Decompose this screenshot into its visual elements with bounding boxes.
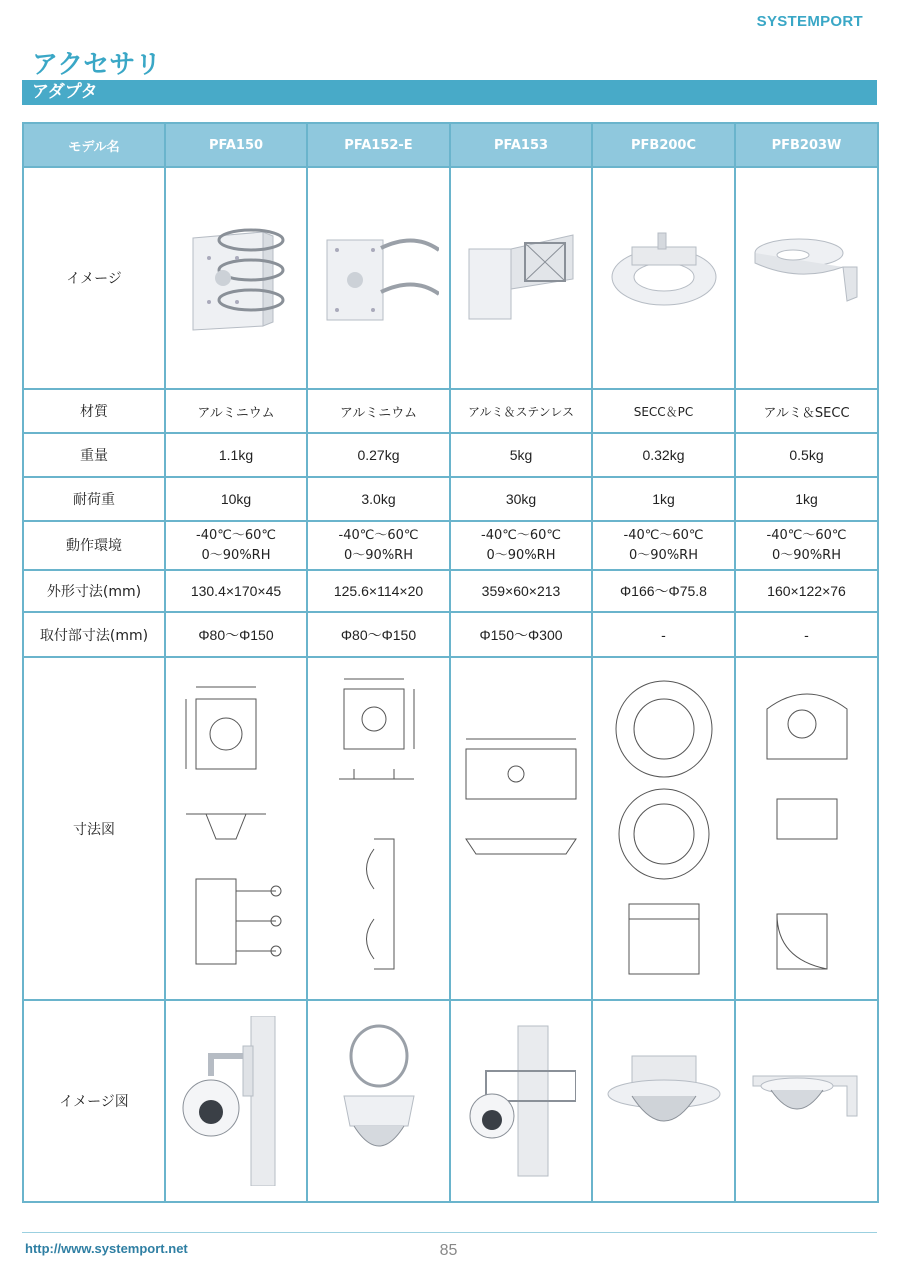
weight-value: 0.5kg — [735, 433, 878, 477]
row-label: 耐荷重 — [23, 477, 165, 521]
model-name: PFB203W — [735, 123, 878, 167]
temp-range: -40℃～60℃ — [481, 527, 561, 543]
weight-value: 0.32kg — [592, 433, 735, 477]
environment-value — [307, 521, 450, 570]
material-value: アルミ＆ステンレス — [450, 389, 592, 433]
mount-value: Φ150～Φ300 — [450, 612, 592, 657]
product-photo — [592, 167, 735, 389]
dimensions-value: 359×60×213 — [450, 570, 592, 612]
dimension-drawing — [450, 657, 592, 1000]
material-row — [23, 389, 878, 433]
temp-range: -40℃～60℃ — [766, 527, 847, 543]
environment-value — [592, 521, 735, 570]
load-value: 30kg — [450, 477, 592, 521]
material-value: アルミ＆SECC — [735, 389, 878, 433]
row-label: 外形寸法(mm) — [23, 570, 165, 612]
section-heading: アダプタ — [22, 80, 877, 105]
product-photo — [735, 167, 878, 389]
header-row — [23, 123, 878, 167]
environment-value — [165, 521, 307, 570]
footer-url-link[interactable]: http://www.systemport.net — [25, 1241, 188, 1256]
weight-value: 1.1kg — [165, 433, 307, 477]
installation-image — [735, 1000, 878, 1202]
model-header: モデル名 — [23, 123, 165, 167]
load-value: 1kg — [592, 477, 735, 521]
mount-value: - — [735, 612, 878, 657]
dimensions-row — [23, 570, 878, 612]
dimension-drawing — [165, 657, 307, 1000]
mount-value: Φ80～Φ150 — [165, 612, 307, 657]
installation-row — [23, 1000, 878, 1202]
environment-value — [450, 521, 592, 570]
humidity-range: 0～90%RH — [772, 547, 841, 563]
row-label: 重量 — [23, 433, 165, 477]
humidity-range: 0～90%RH — [486, 547, 556, 563]
material-value: アルミニウム — [165, 389, 307, 433]
humidity-range: 0～90%RH — [201, 547, 271, 563]
mount-value: - — [592, 612, 735, 657]
temp-range: -40℃～60℃ — [196, 527, 276, 543]
material-value: SECC＆PC — [592, 389, 735, 433]
row-label: 取付部寸法(mm) — [23, 612, 165, 657]
row-label: イメージ — [23, 167, 165, 389]
humidity-range: 0～90%RH — [344, 547, 413, 563]
environment-row — [23, 521, 878, 570]
installation-image — [592, 1000, 735, 1202]
load-value: 10kg — [165, 477, 307, 521]
humidity-range: 0～90%RH — [629, 547, 698, 563]
weight-value: 0.27kg — [307, 433, 450, 477]
load-value: 1kg — [735, 477, 878, 521]
mount-row — [23, 612, 878, 657]
product-photo — [165, 167, 307, 389]
installation-image — [450, 1000, 592, 1202]
weight-value: 5kg — [450, 433, 592, 477]
load-value: 3.0kg — [307, 477, 450, 521]
dimensions-value: 130.4×170×45 — [165, 570, 307, 612]
temp-range: -40℃～60℃ — [623, 527, 704, 543]
brand-logo: SYSTEMPORT — [756, 13, 863, 30]
environment-value — [735, 521, 878, 570]
mount-value: Φ80～Φ150 — [307, 612, 450, 657]
dimension-drawing — [307, 657, 450, 1000]
product-photo — [450, 167, 592, 389]
product-photo — [307, 167, 450, 389]
row-label: 寸法図 — [23, 657, 165, 1000]
installation-image — [165, 1000, 307, 1202]
spec-table — [22, 122, 879, 1203]
row-label: イメージ図 — [23, 1000, 165, 1202]
temp-range: -40℃～60℃ — [338, 527, 419, 543]
dimensions-value: 125.6×114×20 — [307, 570, 450, 612]
model-name: PFB200C — [592, 123, 735, 167]
weight-row — [23, 433, 878, 477]
dimensions-value: 160×122×76 — [735, 570, 878, 612]
dimension-drawing — [592, 657, 735, 1000]
material-value: アルミニウム — [307, 389, 450, 433]
footer-divider — [22, 1232, 877, 1233]
page-number: 85 — [439, 1242, 458, 1259]
image-row — [23, 167, 878, 389]
load-row — [23, 477, 878, 521]
drawing-row — [23, 657, 878, 1000]
installation-image — [307, 1000, 450, 1202]
page-title: アクセサリ — [32, 50, 162, 80]
row-label: 材質 — [23, 389, 165, 433]
dimension-drawing — [735, 657, 878, 1000]
dimensions-value: Φ166～Φ75.8 — [592, 570, 735, 612]
model-name: PFA152-E — [307, 123, 450, 167]
model-name: PFA153 — [450, 123, 592, 167]
row-label: 動作環境 — [23, 521, 165, 570]
model-name: PFA150 — [165, 123, 307, 167]
